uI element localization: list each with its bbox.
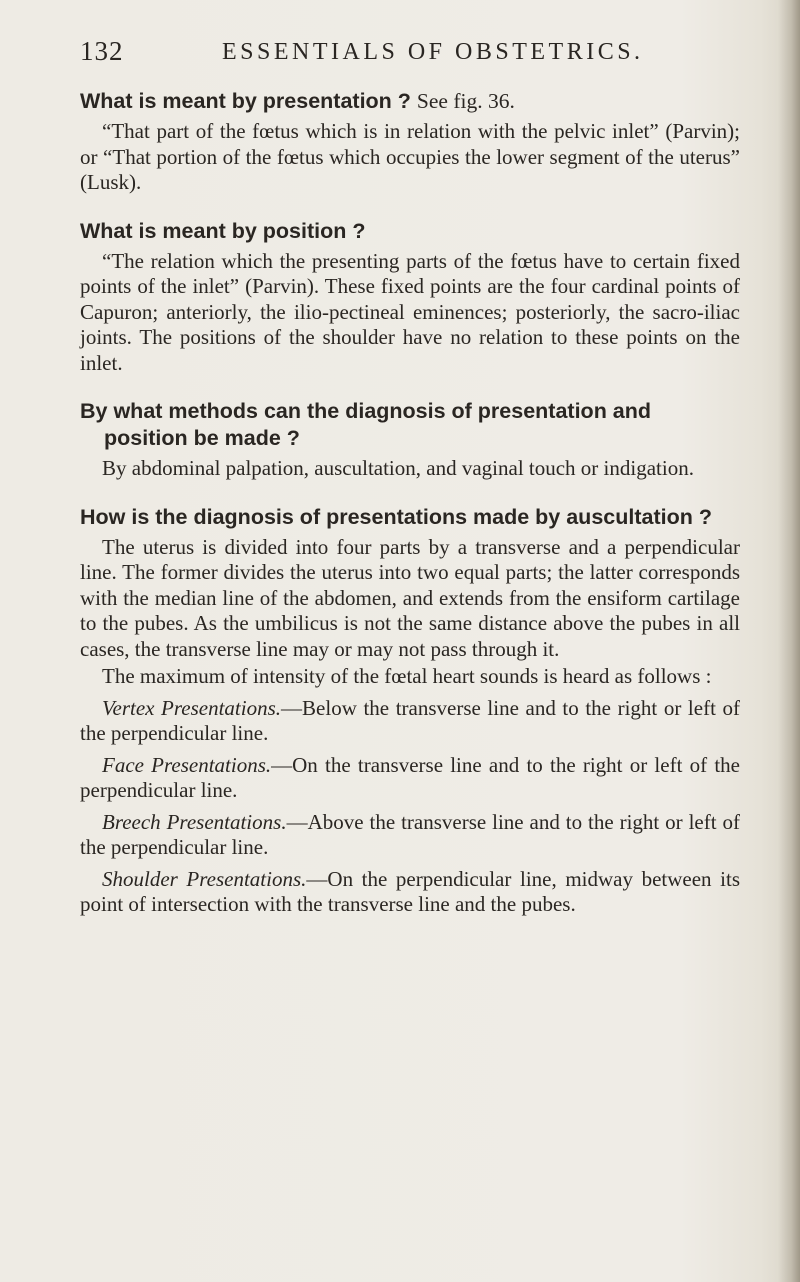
entry-text: —On the transverse line and to the right or left of the perpendicular line. [80, 752, 740, 802]
section-position [80, 218, 740, 377]
question-heading: How is the diagnosis of presentations made by auscultation ? [80, 504, 712, 529]
answer-paragraph: “The relation which the presenting parts of the fœtus have to certain fixed points of the inlet” (Parvin). These fixed points are the four cardinal points of Capuron; anteriorly, the ilio-pectineal eminences; posteriorly, the sacro-iliac joints. The positions of the shoulder have no relation to these points on the inlet. [80, 248, 740, 375]
vertex-presentation-entry [80, 696, 740, 747]
running-head: ESSENTIALS OF OBSTETRICS. [222, 39, 644, 65]
entry-text: —Below the transverse line and to the right or left of the perpendicular line. [80, 695, 740, 745]
answer-paragraph: The maximum of intensity of the fœtal heart sounds is heard as follows : [102, 664, 712, 688]
question-heading: What is meant by position ? [80, 218, 366, 243]
question-heading: What is meant by presentation ? See fig. 36. [80, 89, 515, 113]
page-edge-shadow [778, 0, 800, 1282]
entry-label: Face Presentations. [102, 752, 272, 777]
face-presentation-entry [80, 753, 740, 804]
entry-text: —Above the transverse line and to the right or left of the perpendicular line. [80, 809, 740, 859]
answer-paragraph: By abdominal palpation, auscultation, and vaginal touch or indigation. [102, 456, 694, 480]
entry-label: Shoulder Presentations. [102, 866, 307, 891]
shoulder-presentation-entry [80, 867, 740, 918]
section-presentation [80, 88, 740, 196]
page-body [80, 88, 740, 940]
entry-label: Breech Presentations. [102, 809, 287, 834]
question-heading: By what methods can the diagnosis of presentation and position be made ? [80, 399, 652, 450]
figure-reference: See fig. 36. [416, 89, 515, 113]
entry-text: —On the perpendicular line, midway between its point of intersection with the transverse line and the pubes. [80, 866, 740, 916]
page-header [80, 36, 740, 76]
answer-paragraph: The uterus is divided into four parts by a transverse and a perpendicular line. The former divides the uterus into two equal parts; the latter corresponds with the median line of the abdomen, and extends from the ensiform cartilage to the pubes. As the umbilicus is not the same distance above the pubes in all cases, the transverse line may or may not pass through it. [80, 534, 740, 661]
page-number: 132 [80, 36, 124, 66]
answer-paragraph: “That part of the fœtus which is in relation with the pelvic inlet” (Parvin); or “That portion of the fœtus which occupies the lower segment of the uterus” (Lusk). [80, 119, 740, 194]
entry-label: Vertex Presentations. [102, 695, 282, 720]
section-diagnosis-methods [80, 398, 740, 482]
section-auscultation [80, 504, 740, 918]
breech-presentation-entry [80, 810, 740, 861]
